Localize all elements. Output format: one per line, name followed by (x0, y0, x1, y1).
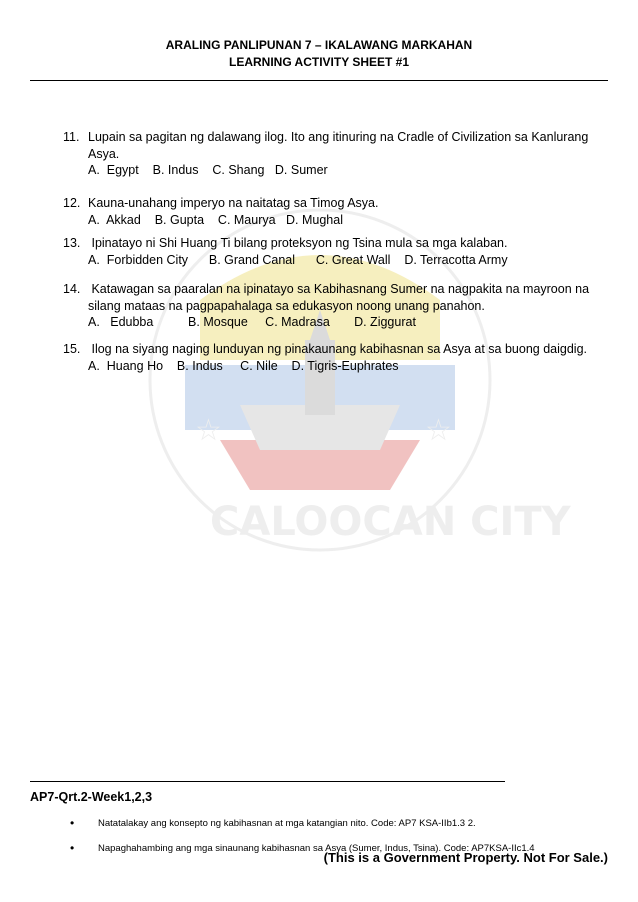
question-number: 13. (63, 236, 81, 250)
competency-item: • Napaghahambing ang mga sinaunang kabihasnan sa Asya (Sumer, Indus, Tsina). Code: AP7KSA-IIc1.4 (70, 836, 535, 861)
question-choices: A. Egypt B. Indus C. Shang D. Sumer (88, 163, 328, 177)
question-choices: A. Forbidden City B. Grand Canal C. Great Wall D. Terracotta Army (88, 252, 508, 267)
header-subtitle: LEARNING ACTIVITY SHEET #1 (228, 55, 410, 69)
question-12 (63, 195, 623, 228)
svg-text:☆: ☆ (195, 413, 222, 448)
question-stem-continued: Asya. (88, 146, 120, 161)
government-property-notice: (This is a Government Property. Not For Sale.) (323, 850, 608, 865)
question-stem: Ilog na siyang naging lunduyan ng pinakaunang kabihasnan sa Asya at sa buong daigdig. (88, 342, 587, 356)
question-14 (63, 281, 623, 331)
question-stem: Kauna-unahang imperyo na naitatag sa Timog Asya. (88, 196, 379, 210)
svg-text:CALOOCAN CITY: CALOOCAN CITY (210, 499, 571, 545)
header-title: ARALING PANLIPUNAN 7 – IKALAWANG MARKAHAN (165, 38, 473, 52)
question-stem-continued: silang mataas na pagpapahalaga sa edukasyon noong unang panahon. (88, 298, 485, 313)
document-header (0, 37, 638, 71)
question-choices: A. Huang Ho B. Indus C. Nile D. Tigris-Euphrates (88, 358, 399, 373)
question-13 (63, 235, 623, 268)
question-number: 14. (63, 282, 81, 296)
question-stem: Katawagan sa paaralan na ipinatayo sa Kabihasnang Sumer na nagpakita na mayroon na (88, 282, 590, 296)
lesson-code: AP7-Qrt.2-Week1,2,3 (30, 790, 153, 804)
footer-rule (30, 781, 505, 782)
question-number: 12. (63, 196, 81, 210)
competency-item: • Natatalakay ang konsepto ng kabihasnan at mga katangian nito. Code: AP7 KSA-IIb1.3 2. (70, 811, 535, 836)
question-stem: Lupain sa pagitan ng dalawang ilog. Ito ang itinuring na Cradle of Civilization sa Kanlurang (88, 130, 589, 144)
question-stem: Ipinatayo ni Shi Huang Ti bilang proteksyon ng Tsina mula sa mga kalaban. (88, 236, 508, 250)
question-choices: A. Edubba B. Mosque C. Madrasa D. Ziggurat (88, 315, 416, 329)
question-number: 11. (63, 130, 80, 144)
question-choices: A. Akkad B. Gupta C. Maurya D. Mughal (88, 212, 343, 227)
svg-text:☆: ☆ (425, 413, 452, 448)
question-number: 15. (63, 342, 81, 356)
question-11 (63, 129, 623, 179)
question-15 (63, 341, 623, 374)
header-rule (30, 80, 608, 81)
